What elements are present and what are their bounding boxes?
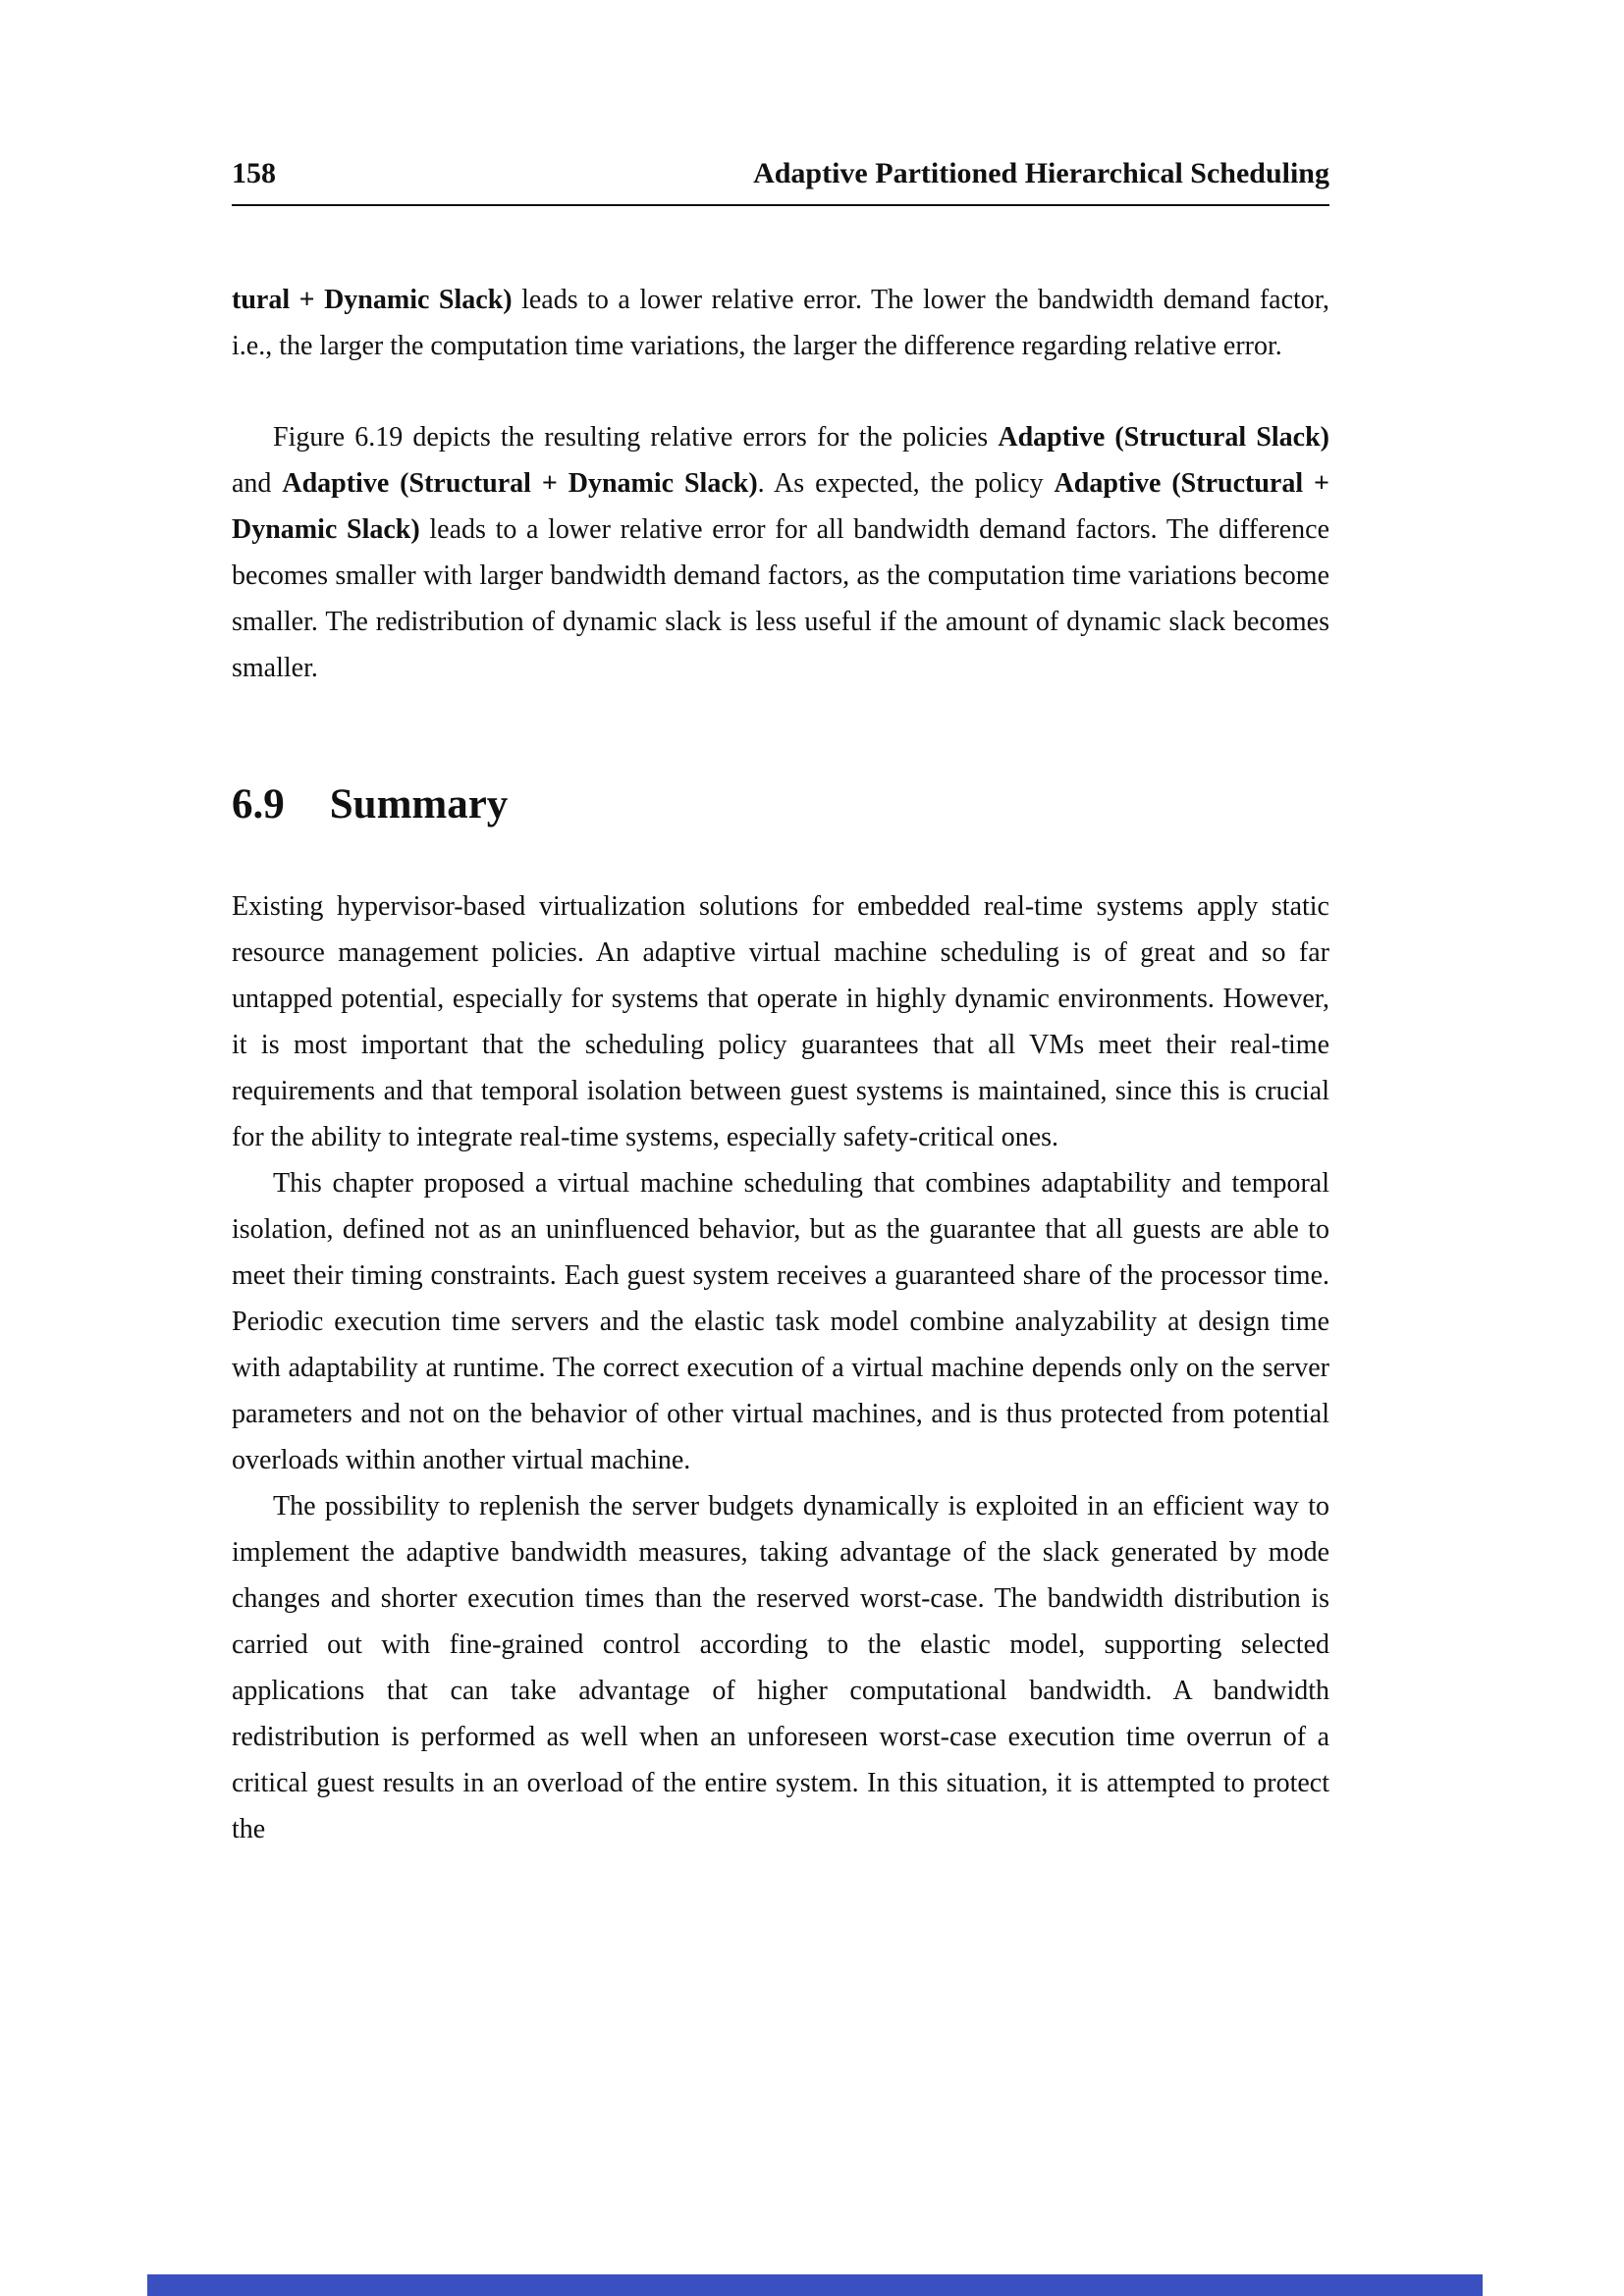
section-heading	[232, 781, 1329, 828]
page-number: 158	[232, 157, 276, 189]
paragraph: This chapter proposed a virtual machine scheduling that combines adaptability and temporal isolation, defined not as an uninfluenced behavior, but as the guarantee that all guests are able to meet their timing constraints. Each guest system receives a guaranteed share of the processor time. Periodic execution time servers and the elastic task model combine analyzability at design time with adaptability at runtime. The correct execution of a virtual machine depends only on the server parameters and not on the behavior of other virtual machines, and is thus protected from potential overloads within another virtual machine.	[232, 1168, 1329, 1475]
document-page	[232, 0, 1329, 1852]
section-number: 6.9	[232, 781, 285, 828]
paragraph: The possibility to replenish the server budgets dynamically is exploited in an efficient way to implement the adaptive bandwidth measures, taking advantage of the slack generated by mode changes and shorter execution times than the reserved worst-case. The bandwidth distribution is carried out with fine-grained control according to the elastic model, supporting selected applications that can take advantage of higher computational bandwidth. A bandwidth redistribution is performed as well when an unforeseen worst-case execution time overrun of a critical guest results in an overload of the entire system. In this situation, it is attempted to protect the	[232, 1491, 1329, 1844]
page-body	[232, 277, 1329, 1852]
running-header	[232, 157, 1329, 190]
running-title: Adaptive Partitioned Hierarchical Scheduling	[753, 157, 1329, 189]
paragraph: tural + Dynamic Slack) leads to a lower relative error. The lower the bandwidth demand factor, i.e., the larger the computation time variations, the larger the difference regarding relative error.	[232, 285, 1329, 361]
bottom-bar	[147, 2274, 1483, 2296]
paragraph: Figure 6.19 depicts the resulting relative errors for the policies Adaptive (Structural Slack) and Adaptive (Structural + Dynamic Slack). As expected, the policy Adaptive (Structural + Dynamic Slack) leads to a lower relative error for all bandwidth demand factors. The difference becomes smaller with larger bandwidth demand factors, as the computation time variations become smaller. The redistribution of dynamic slack is less useful if the amount of dynamic slack becomes smaller.	[232, 422, 1329, 683]
section-title: Summary	[329, 781, 509, 828]
header-rule	[232, 204, 1329, 206]
paragraph: Existing hypervisor-based virtualization solutions for embedded real-time systems apply static resource management policies. An adaptive virtual machine scheduling is of great and so far untapped potential, especially for systems that operate in highly dynamic environments. However, it is most important that the scheduling policy guarantees that all VMs meet their real-time requirements and that temporal isolation between guest systems is maintained, since this is crucial for the ability to integrate real-time systems, especially safety-critical ones.	[232, 891, 1329, 1152]
